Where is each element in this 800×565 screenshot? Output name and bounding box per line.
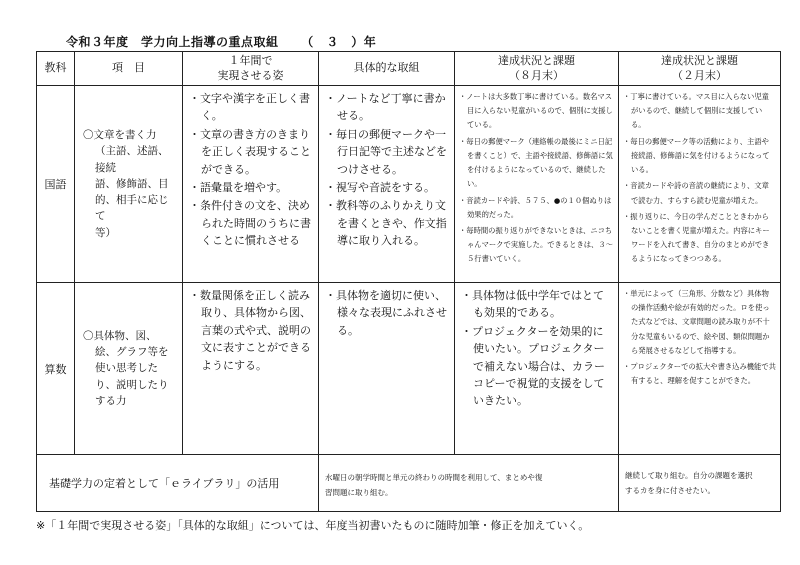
footer-status-feb: [619, 455, 781, 512]
header-goal-line1: １年間で: [228, 53, 273, 67]
footer-status-aug-line2: 習問題に取り組む。: [325, 488, 393, 497]
header-status-feb: [619, 52, 781, 86]
header-status-feb-line2: （２月末）: [672, 68, 727, 82]
page-title: [66, 33, 376, 50]
status-item: ・ 音読カードや詩の音読の継続により、文章で読む力、すらすら読む児童が増えた。: [623, 179, 776, 207]
status-item: ・ 毎時間の振り返りができないときは、ニコちゃんマークで実施した。できるときは、３～５行書いていく。: [459, 224, 614, 267]
action-item: ・ 視写や音読をする。: [325, 179, 450, 196]
footer-status-aug: [319, 455, 619, 512]
item-sansu: [75, 283, 183, 455]
subject-kokugo: 国語: [37, 86, 75, 283]
goal-item: ・ 文章の書き方のきまりを正しく表現することができる。: [189, 126, 314, 178]
item-line: する力: [95, 394, 127, 407]
title-grade: （ ３ ）年: [301, 35, 377, 49]
header-status-feb-line1: 達成状況と課題: [661, 53, 738, 67]
action-item: ・ ノートなど丁寧に書かせる。: [325, 90, 450, 125]
footer-status-feb-line1: 継続して取り組む。自分の課題を選択: [625, 471, 753, 480]
action-item: ・ 毎日の郵便マークや一行日記等で主述などをつけさせる。: [325, 126, 450, 178]
row-sansu: [37, 283, 781, 455]
goal-item: ・ 数量関係を正しく読み取り、具体物から図、言葉の式や式、説明の文に表すことができるようにする。: [189, 287, 314, 374]
footnote: ※「１年間で実現させる姿」「具体的な取組」については、年度当初書いたものに随時加筆・修正を加えていく。: [36, 519, 590, 532]
item-line: 語、修飾語、目: [95, 177, 169, 190]
status-feb-kokugo: [619, 86, 781, 283]
row-kokugo: [37, 86, 781, 283]
header-status-aug: [455, 52, 619, 86]
actions-kokugo: [319, 86, 455, 283]
status-item: ・ 丁寧に書けている。マス目に入らない児童がいるので、継続して個別に支援している。: [623, 90, 776, 133]
goal-item: ・ 文字や漢字を正しく書く。: [189, 90, 314, 125]
footer-status-aug-line1: 水曜日の朝学時間と単元の終わりの時間を利用して、まとめや復: [325, 473, 543, 482]
status-feb-sansu: [619, 283, 781, 455]
plan-table: [36, 51, 781, 512]
footer-status-feb-line2: するカを身に付させたい。: [625, 486, 715, 495]
item-line: 〇文章を書く力: [83, 129, 157, 142]
action-item: ・ 教科等のふりかえり文を書くときや、作文指導に取り入れる。: [325, 197, 450, 249]
header-subject: 教科: [37, 52, 75, 86]
status-item: ・ プロジェクターでの拡大や書き込み機能で共有すると、理解を促すことができた。: [623, 360, 776, 388]
goal-item: ・ 語彙量を増やす。: [189, 179, 314, 196]
item-kokugo: [75, 86, 183, 283]
item-line: 等）: [95, 226, 116, 239]
footer-label: 基礎学力の定着として「ｅライブラリ」の活用: [37, 455, 319, 512]
action-item: ・ 具体物を適切に使い、様々な表現にふれさせる。: [325, 287, 450, 339]
status-item: ・ ノートは大多数丁寧に書けている。数名マス目に入らない児童がいるので、個別に支援している。: [459, 90, 614, 133]
item-line: （主語、述語、接続: [95, 145, 169, 174]
status-item: ・ 毎日の郵便マーク（連絡帳の最後にミニ日記を書くこと）で、主語や接続語、修飾語に気を付けるようになっているので、継続したい。: [459, 135, 614, 192]
status-aug-sansu: [455, 283, 619, 455]
status-item: ・ 毎日の郵便マーク等の活動により、主語や接続語、修飾語に気を付けるようになっている。: [623, 135, 776, 178]
header-action: 具体的な取組: [319, 52, 455, 86]
item-line: 使い思考した: [95, 362, 158, 375]
header-status-aug-line1: 達成状況と課題: [498, 53, 575, 67]
goals-sansu: [183, 283, 319, 455]
item-line: 〇具体物、図、: [83, 329, 157, 342]
goals-kokugo: [183, 86, 319, 283]
goal-item: ・ 条件付きの文を、決められた時間のうちに書くことに慣れさせる: [189, 197, 314, 249]
row-elibrary: [37, 455, 781, 512]
status-item: ・ プロジェクターを効果的に使いたい。プロジェクターで補えない場合は、カラーコピーで視覚的支援をしていきたい。: [461, 323, 614, 410]
status-item: ・ 振り返りに、今日の学んだことときわからないことを書く児童が増えた。内容にキーワードを入れて書き、自分のまとめができるようになってきつつある。: [623, 210, 776, 267]
header-status-aug-line2: （８月末）: [509, 68, 564, 82]
item-line: 絵、グラフ等を: [95, 346, 169, 359]
status-item: ・ 単元によって（三角形、分数など）具体物の操作活動や絵が有効的だった。ロを使った式などでは、文章問題の読み取りが不十分な児童もいるので、絵や図、類似問題から発展させるなどして指導する。: [623, 287, 776, 358]
header-goal: [183, 52, 319, 86]
item-line: 的、相手に応じて: [95, 194, 169, 223]
status-aug-kokugo: [455, 86, 619, 283]
status-item: ・ 音読カードや詩、５７５、●の１０個ぬりは効果的だった。: [459, 194, 614, 222]
status-item: ・ 具体物は低中学年ではとても効果的である。: [461, 287, 614, 322]
actions-sansu: [319, 283, 455, 455]
title-main: 令和３年度 学力向上指導の重点取組: [66, 35, 279, 49]
header-goal-line2: 実現させる姿: [217, 68, 284, 82]
item-line: り、説明したり: [95, 378, 169, 391]
header-item: 項 目: [75, 52, 183, 86]
subject-sansu: 算数: [37, 283, 75, 455]
header-row: [37, 52, 781, 86]
